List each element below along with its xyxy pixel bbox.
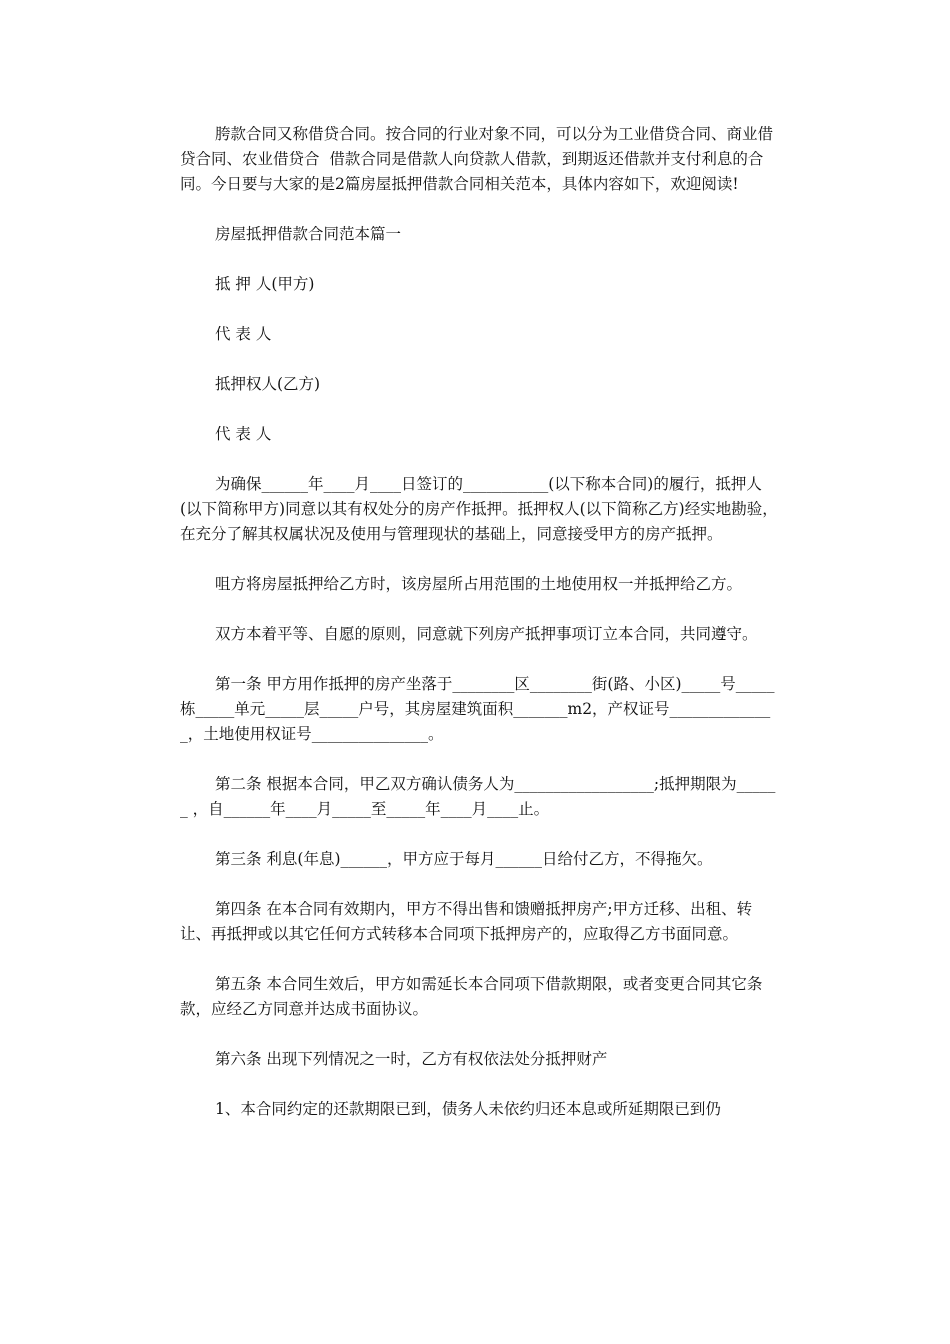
section-title: 房屋抵押借款合同范本篇一	[215, 225, 402, 243]
principle-paragraph: 双方本着平等、自愿的原则，同意就下列房产抵押事项订立本合同，共同遵守。	[215, 625, 758, 643]
article-6: 第六条 出现下列情况之一时，乙方有权依法处分抵押财产	[215, 1050, 608, 1068]
article-2: 第二条 根据本合同，甲乙双方确认债务人为__________________;抵押期限为______ ，自______年____月_____至_____年____月____止。	[180, 775, 776, 818]
article-6-item-1: 1、本合同约定的还款期限已到，债务人未依约归还本息或所延期限已到仍	[215, 1100, 721, 1118]
intro-paragraph: 胯款合同又称借贷合同。按合同的行业对象不同，可以分为工业借贷合同、商业借贷合同、农业借贷合 借款合同是借款人向贷款人借款，到期返还借款并支付利息的合同。今日要与大家的是2篇房屋抵押借款合同相关范本，具体内容如下，欢迎阅读!	[180, 125, 774, 193]
land-use-paragraph: 咀方将房屋抵押给乙方时，该房屋所占用范围的土地使用权一并抵押给乙方。	[215, 575, 743, 593]
representative-label-a: 代 表 人	[215, 325, 272, 343]
article-1: 第一条 甲方用作抵押的房产坐落于________区________街(路、小区)_____号_____栋_____单元_____层_____户号，其房屋建筑面积_______m2，产权证号______________，土地使用权证号_______________。	[180, 675, 775, 743]
mortgagor-label: 抵 押 人(甲方)	[215, 275, 315, 293]
article-3: 第三条 利息(年息)______，甲方应于每月______日给付乙方，不得拖欠。	[215, 850, 713, 868]
mortgagee-label: 抵押权人(乙方)	[215, 375, 321, 393]
article-4: 第四条 在本合同有效期内，甲方不得出售和馈赠抵押房产;甲方迁移、出租、转让、再抵押或以其它任何方式转移本合同项下抵押房产的，应取得乙方书面同意。	[180, 900, 753, 943]
preamble-paragraph: 为确保______年____月____日签订的___________(以下称本合同)的履行，抵押人(以下简称甲方)同意以其有权处分的房产作抵押。抵押权人(以下简称乙方)经实地勘验，在充分了解其权属状况及使用与管理现状的基础上，同意接受甲方的房产抵押。	[180, 475, 778, 543]
document-page	[180, 122, 780, 1122]
representative-label-b: 代 表 人	[215, 425, 272, 443]
article-5: 第五条 本合同生效后，甲方如需延长本合同项下借款期限，或者变更合同其它条款，应经乙方同意并达成书面协议。	[180, 975, 763, 1018]
